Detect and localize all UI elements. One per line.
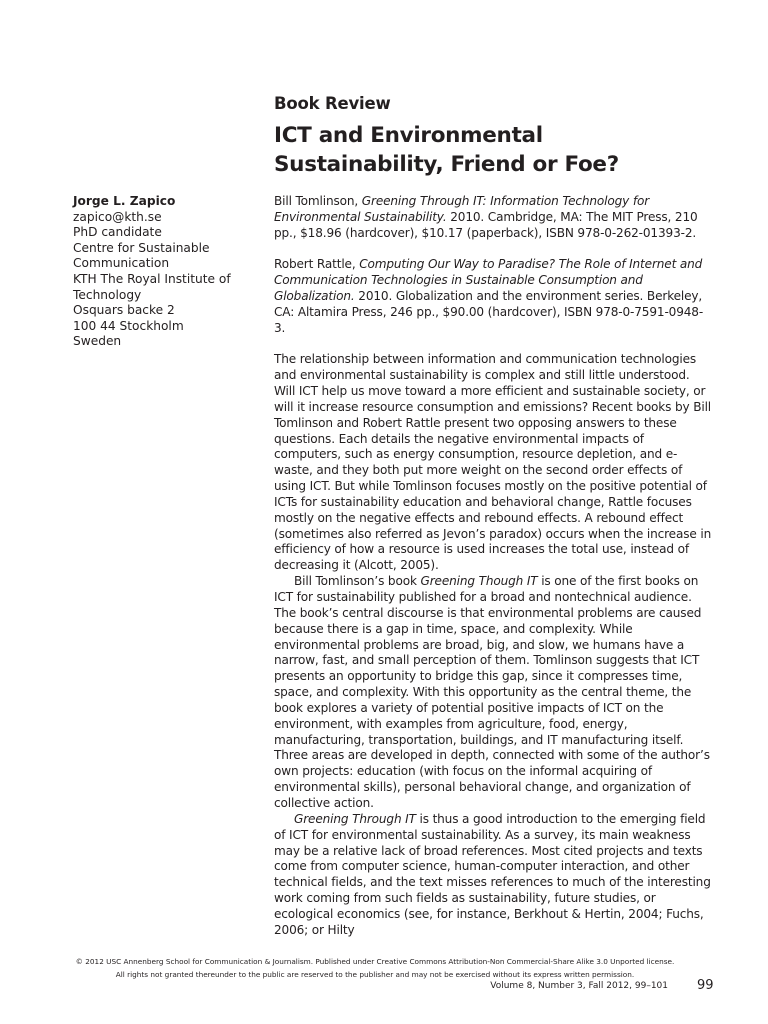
author-country: Sweden: [73, 334, 122, 349]
book-reference-1: Bill Tomlinson, Greening Through IT: Information Technology for Environmental Sustainability. 2010. Cambridge, MA: The MIT Press, 210 pp., $18.96 (hardcover), $10.17 (paperback), ISBN 978-0-262-01393-2.: [274, 194, 698, 240]
page-number: 99: [697, 978, 714, 993]
author-block: [73, 194, 253, 350]
author-affiliation: Centre for Sustainable Communication: [73, 240, 210, 271]
author-position: PhD candidate: [73, 225, 162, 240]
author-name: Jorge L. Zapico: [73, 194, 176, 208]
body-paragraph-2: Bill Tomlinson’s book Greening Though IT is one of the first books on ICT for sustainability published for a broad and nontechnical audience. The book’s central discourse is that environmental problems are caused because there is a gap in time, space, and complexity. While environmental problems are broad, big, and slow, we humans have a narrow, fast, and small perception of them. Tomlinson suggests that ICT presents an opportunity to bridge this gap, since it compresses time, space, and complexity. With this opportunity as the central theme, the book explores a variety of potential positive impacts of ICT on the environment, with examples from agriculture, food, energy, manufacturing, transportation, buildings, and IT manufacturing itself. Three areas are developed in depth, connected with some of the author’s own projects: education (with focus on the informal acquiring of environmental skills), personal behavioral change, and organization of collective action.: [274, 574, 710, 810]
body-paragraph-1: The relationship between information and communication technologies and environmental sustainability is complex and still little understood. Will ICT help us move toward a more efficient and sustainable society, or will it increase resource consumption and emissions? Recent books by Bill Tomlinson and Robert Rattle present two opposing answers to these questions. Each details the negative environmental impacts of computers, such as energy consumption, resource depletion, and e-waste, and they both put more weight on the second order effects of using ICT. But while Tomlinson focuses mostly on the positive potential of ICTs for sustainability education and behavioral change, Rattle focuses mostly on the negative effects and rebound effects. A rebound effect (sometimes also referred as Jevon’s paradox) occurs when the increase in efficiency of how a resource is used increases the total use, instead of decreasing it (Alcott, 2005).: [274, 352, 712, 573]
body-paragraph-3: Greening Through IT is thus a good introduction to the emerging field of ICT for environmental sustainability. As a survey, its main weakness may be a relative lack of broad references. Most cited projects and texts come from computer science, human-computer interaction, and other technical fields, and the text misses references to much of the interesting work coming from such fields as sustainability, future studies, or ecological economics (see, for instance, Berkhout & Hertin, 2004; Fuchs, 2006; or Hilty: [274, 811, 711, 937]
author-street: Osquars backe 2: [73, 303, 175, 318]
author-institution: KTH The Royal Institute of Technology: [73, 271, 231, 302]
author-city: 100 44 Stockholm: [73, 318, 184, 333]
volume-info: Volume 8, Number 3, Fall 2012, 99–101: [490, 981, 668, 991]
author-email[interactable]: zapico@kth.se: [73, 209, 162, 224]
section-label: Book Review: [274, 94, 391, 113]
book-reference-2: Robert Rattle, Computing Our Way to Paradise? The Role of Internet and Communication Technologies in Sustainable Consumption and Globalization. 2010. Globalization and the environment series. Berkeley, CA: Altamira Press, 246 pp., $90.00 (hardcover), ISBN 978-0-7591-0948-3.: [274, 257, 704, 335]
article-title: ICT and Environmental Sustainability, Friend or Foe?: [274, 123, 619, 177]
license-footer: © 2012 USC Annenberg School for Communication & Journalism. Published under Creative Commons Attribution-Non Commercial-Share Alike 3.0 Unported license. All rights not granted thereunder to the public are reserved to the publisher and may not be exercised without its express written permission.: [75, 957, 675, 979]
main-column: [274, 194, 714, 939]
